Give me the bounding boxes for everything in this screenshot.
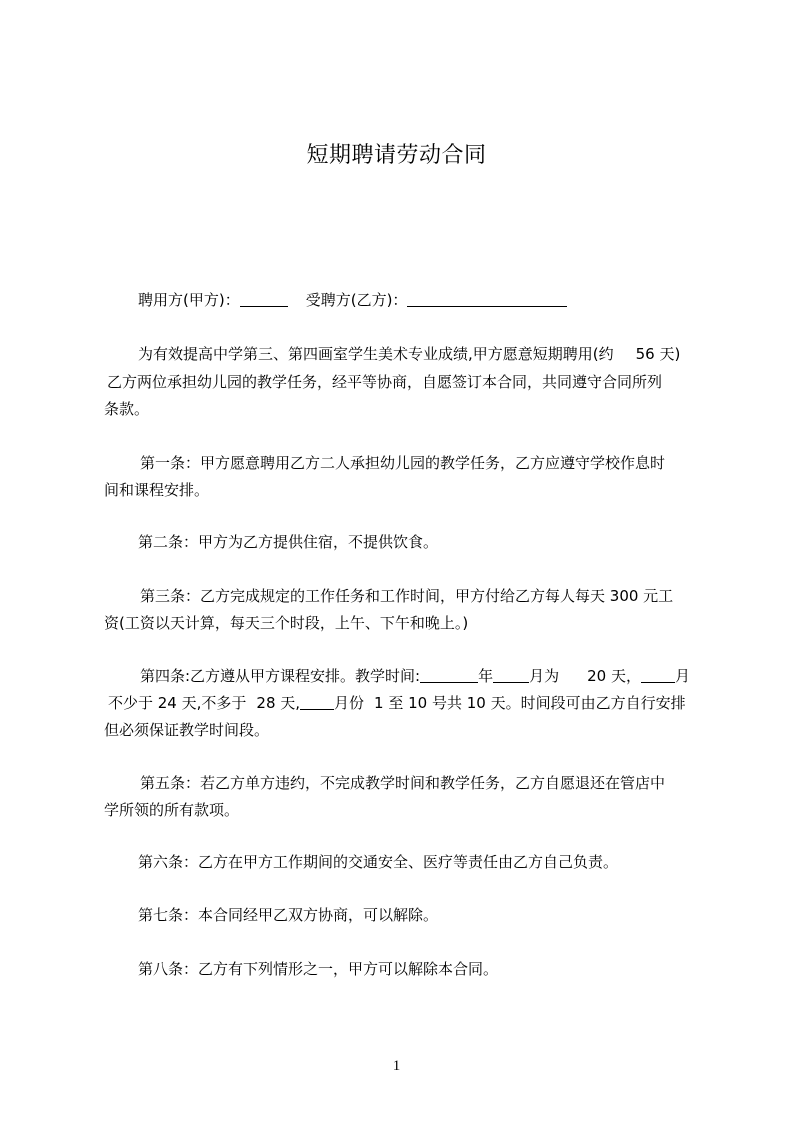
preamble-days: 56 天): [635, 345, 681, 363]
teaching-month-blank[interactable]: [493, 668, 529, 683]
preamble-line-1: [138, 344, 704, 364]
employer-name-blank[interactable]: [240, 292, 288, 307]
article-4-text-month: 月为: [529, 667, 560, 685]
article-5-line-1: 第五条：若乙方单方违约，不完成教学时间和教学任务，乙方自愿退还在管店中: [140, 774, 666, 792]
article-4-text-d: 月份: [334, 694, 365, 712]
article-4-text-days: 20 天，: [587, 667, 641, 685]
article-4-text-month-2: 月: [675, 667, 691, 685]
article-5-line-2: 学所领的所有款项。: [104, 801, 240, 819]
second-month-blank[interactable]: [641, 668, 675, 683]
article-2-line-1: 第二条：甲方为乙方提供住宿，不提供饮食。: [138, 533, 439, 551]
article-3-line-2: 资(工资以天计算，每天三个时段，上午、下午和晚上。): [104, 614, 469, 632]
article-1-line-1: 第一条：甲方愿意聘用乙方二人承担幼儿园的教学任务，乙方应遵守学校作息时: [140, 454, 666, 472]
third-month-blank[interactable]: [300, 695, 334, 710]
article-4-line-2: [108, 693, 702, 713]
preamble-line-2: 乙方两位承担幼儿园的教学任务，经平等协商，自愿签订本合同，共同遵守合同所列: [107, 373, 663, 391]
article-3-line-1: 第三条：乙方完成规定的工作任务和工作时间，甲方付给乙方每人每天 300 元工: [140, 587, 674, 605]
article-4-text-c: 28 天,: [256, 694, 301, 712]
article-6-line-1: 第六条：乙方在甲方工作期间的交通安全、医疗等责任由乙方自己负责。: [138, 853, 619, 871]
preamble-text-1: 为有效提高中学第三、第四画室学生美术专业成绩,甲方愿意短期聘用(约: [138, 345, 614, 363]
employee-label: 受聘方(乙方)：: [305, 291, 408, 309]
preamble-line-3: 条款。: [104, 400, 150, 418]
contract-title: 短期聘请劳动合同: [306, 143, 487, 168]
parties-line: [138, 290, 698, 310]
article-4-text-a: 第四条:乙方遵从甲方课程安排。教学时间:: [140, 667, 421, 685]
employee-name-blank[interactable]: [407, 292, 567, 307]
article-1-line-2: 间和课程安排。: [104, 481, 210, 499]
article-4-text-year: 年: [478, 667, 494, 685]
article-4-text-b: 不少于 24 天,不多于: [108, 694, 247, 712]
article-7-line-1: 第七条：本合同经甲乙双方协商，可以解除。: [138, 906, 439, 924]
page-number: 1: [392, 1058, 401, 1074]
teaching-year-blank[interactable]: [420, 668, 478, 683]
article-4-line-3: 但必须保证教学时间段。: [104, 721, 270, 739]
article-4-line-1: [140, 666, 704, 686]
article-8-line-1: 第八条：乙方有下列情形之一，甲方可以解除本合同。: [138, 960, 499, 978]
article-4-text-e: 1 至 10 号共 10 天。时间段可由乙方自行安排: [374, 694, 686, 712]
employer-label: 聘用方(甲方)：: [138, 291, 240, 309]
